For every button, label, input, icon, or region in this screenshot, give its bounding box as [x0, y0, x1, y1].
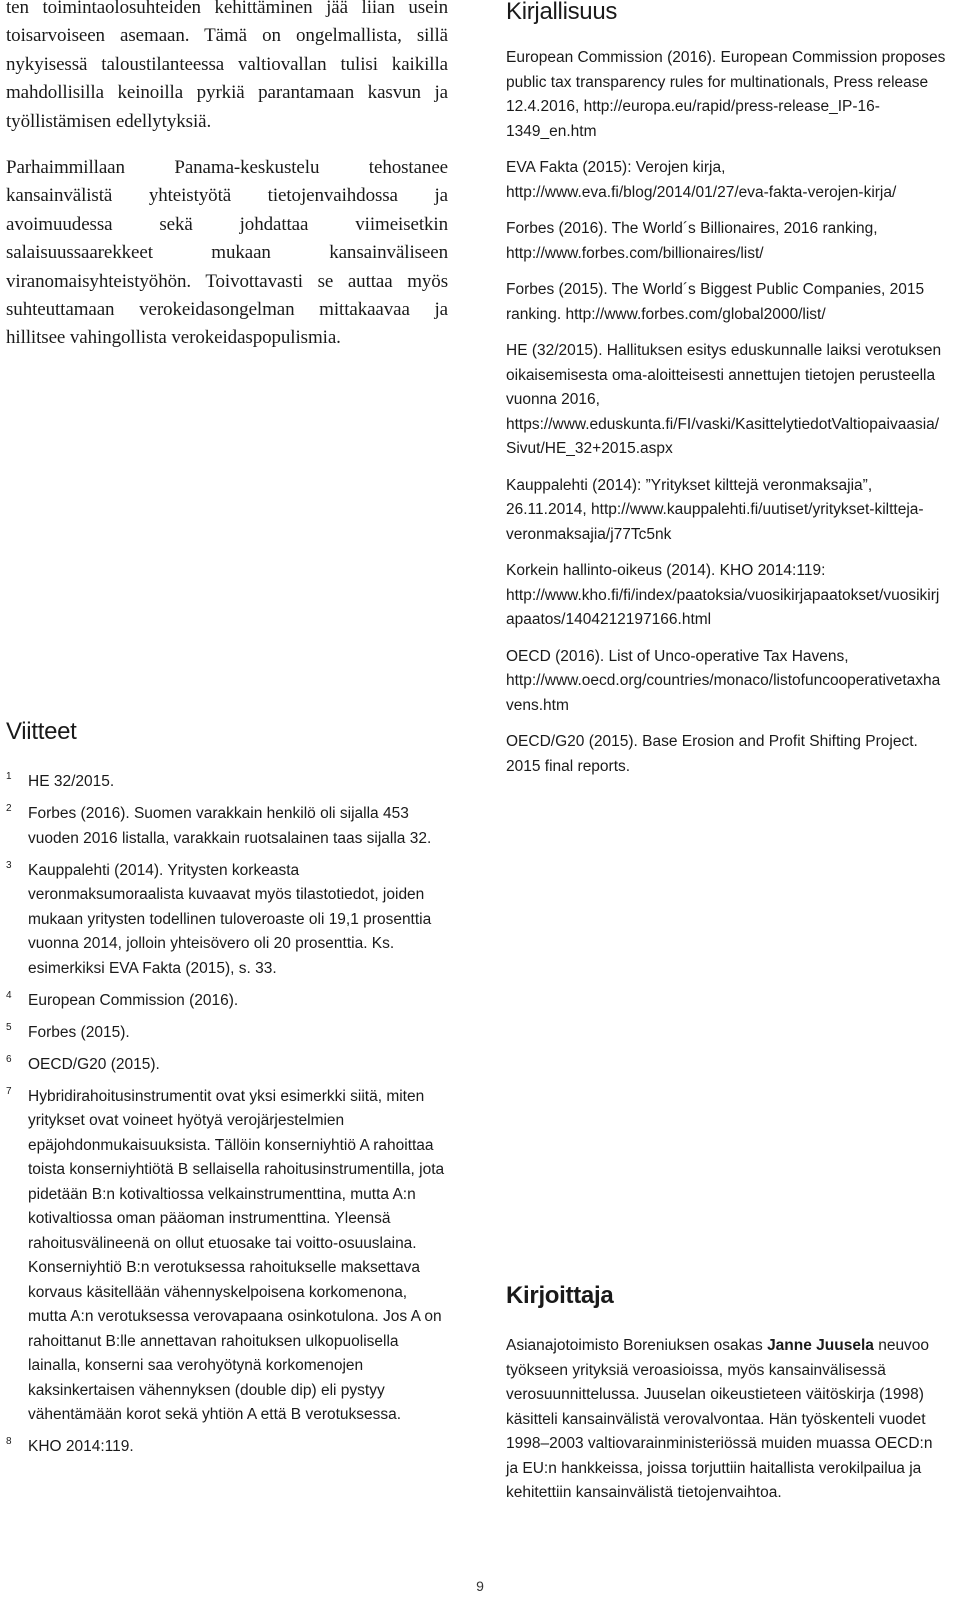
body-paragraph-2: Parhaimmillaan Panama-keskustelu tehostanee kansainvälistä yhteistyötä tietojenvaihdossa ja avoimuudessa sekä johdattaa viimeisetkin salaisuussaarekkeet mukaan kansainväliseen viranomaisyhteistyöhön. Toivottavasti se auttaa myös suhteuttamaan verokeidasongelman mittakaavaa ja hillitsee vahingollista verokeidaspopulismia.: [6, 157, 448, 349]
note-number: 7: [6, 1085, 12, 1097]
reference-item: EVA Fakta (2015): Verojen kirja, http://www.eva.fi/blog/2014/01/27/eva-fakta-verojen-kirja/: [506, 159, 897, 201]
reference-item: OECD (2016). List of Unco-operative Tax Havens, http://www.oecd.org/countries/monaco/listofuncooperativetaxhavens.htm: [506, 647, 941, 714]
reference-item: Forbes (2016). The World´s Billionaires, 2016 ranking, http://www.forbes.com/billionaires/list/: [506, 220, 878, 262]
reference-item: European Commission (2016). European Commission proposes public tax transparency rules for multinationals, Press release 12.4.2016, http://europa.eu/rapid/press-release_IP-16-1349_en.htm: [506, 49, 946, 140]
author-name: Janne Juusela: [767, 1337, 874, 1354]
reference-item: Korkein hallinto-oikeus (2014). KHO 2014:119: http://www.kho.fi/fi/index/paatoksia/vuosikirjapaatokset/vuosikirjapaatos/1404212197166.html: [506, 562, 940, 628]
notes-list: [6, 770, 448, 1467]
reference-item: OECD/G20 (2015). Base Erosion and Profit Shifting Project. 2015 final reports.: [506, 733, 918, 775]
note-number: 3: [6, 859, 12, 871]
note-6: [6, 1053, 448, 1078]
page-number: 9: [476, 1578, 484, 1594]
note-number: 4: [6, 989, 12, 1001]
note-number: 1: [6, 771, 12, 782]
body-paragraph-1: ten toimintaolosuhteiden kehittäminen jää liian usein toisarvoiseen asemaan. Tämä on ongelmallista, sillä nykyisessä taloustilanteessa valtiovallan tulisi kaikilla mahdollisilla keinoilla pyrkiä parantamaan kasvun ja työllistämisen edellytyksiä.: [6, 0, 448, 132]
note-number: 8: [6, 1436, 12, 1447]
author-bio-suffix: neuvoo työkseen yrityksiä veroasioissa, myös kansainvälisessä verosuunnittelussa. Juuselan oikeustieteen väitöskirja (1998) käsitteli kansainvälistä verovalvontaa. Hän työskenteli vuodet 1998–2003 valtiovarainministeriössä muiden muassa OECD:n ja EU:n hankkeissa, joissa torjuttiin haitallista verokilpailua ja kehitettiin kansainvälistä tietojenvaihtoa.: [506, 1337, 933, 1501]
note-text: HE 32/2015.: [28, 773, 115, 790]
note-text: KHO 2014:119.: [28, 1438, 134, 1455]
note-text: OECD/G20 (2015).: [28, 1055, 160, 1073]
note-5: [6, 1021, 448, 1046]
author-bio-prefix: Asianajotoimisto Boreniuksen osakas: [506, 1337, 768, 1354]
note-text: European Commission (2016).: [28, 991, 239, 1009]
author-bio: [506, 1334, 946, 1506]
note-number: 5: [6, 1021, 12, 1033]
note-3: [6, 859, 448, 982]
note-text: Hybridirahoitusinstrumentit ovat yksi esimerkki siitä, miten yritykset ovat voineet hyötyä verojärjestelmien epäjohdonmukaisuuksista. Tällöin konserniyhtiö A rahoittaa toista konserniyhtiötä B sellaisella rahoitusinstrumentilla, jota pidetään B:n kotivaltiossa velkainstrumenttina, mutta A:n kotivaltiossa oman pääoman instrumenttina. Yleensä rahoitusvälineenä on ollut etuosake tai voitto-osuuslaina. Konserniyhtiö B:n verotuksessa rahoitukselle maksettava korvaus käsitellään vähennyskelpoisena korkomenona, mutta A:n verotuksessa verovapaana osinkotulona. Jos A on rahoittanut B:lle annettavan rahoituksen ulkopuolisella lainalla, konserni saa verohyötynä korkomenojen kaksinkertaisen vähennyksen (double dip) eli pystyy vähentämään korot sekä yhtiön A että B verotuksessa.: [28, 1087, 445, 1423]
note-text: Forbes (2015).: [28, 1023, 130, 1041]
note-text: Kauppalehti (2014). Yritysten korkeasta veronmaksumoraalista kuvaavat myös tilastotiedot, joiden mukaan yritysten todellinen tuloveroaste oli 19,1 prosenttia vuonna 2014, jolloin yhteisövero oli 20 prosenttia. Ks. esimerkiksi EVA Fakta (2015), s. 33.: [28, 861, 432, 977]
references-heading: Kirjallisuus: [506, 0, 618, 25]
notes-heading: Viitteet: [6, 718, 77, 745]
note-7: [6, 1085, 448, 1428]
note-4: [6, 989, 448, 1014]
note-number: 6: [6, 1053, 12, 1065]
author-heading: Kirjoittaja: [506, 1282, 614, 1309]
reference-item: Kauppalehti (2014): ”Yritykset kilttejä veronmaksajia”, 26.11.2014, http://www.kauppalehti.fi/uutiset/yritykset-kiltteja-veronmaksajia/j77Tc5nk: [506, 476, 924, 543]
reference-item: HE (32/2015). Hallituksen esitys eduskunnalle laiksi verotuksen oikaisemisesta oma-aloitteisesti annettujen tietojen perusteella vuonna 2016, https://www.eduskunta.fi/FI/vaski/KasittelytiedotValtiopaivaasia/Sivut/HE_32+2015.aspx: [506, 342, 942, 457]
references-list: [506, 46, 946, 791]
note-8: [6, 1435, 448, 1460]
note-number: 2: [6, 803, 12, 814]
note-2: [6, 802, 448, 851]
reference-item: Forbes (2015). The World´s Biggest Public Companies, 2015 ranking. http://www.forbes.com/global2000/list/: [506, 281, 925, 323]
note-1: [6, 770, 448, 795]
note-text: Forbes (2016). Suomen varakkain henkilö oli sijalla 453 vuoden 2016 listalla, varakkain ruotsalainen taas sijalla 32.: [28, 805, 432, 847]
